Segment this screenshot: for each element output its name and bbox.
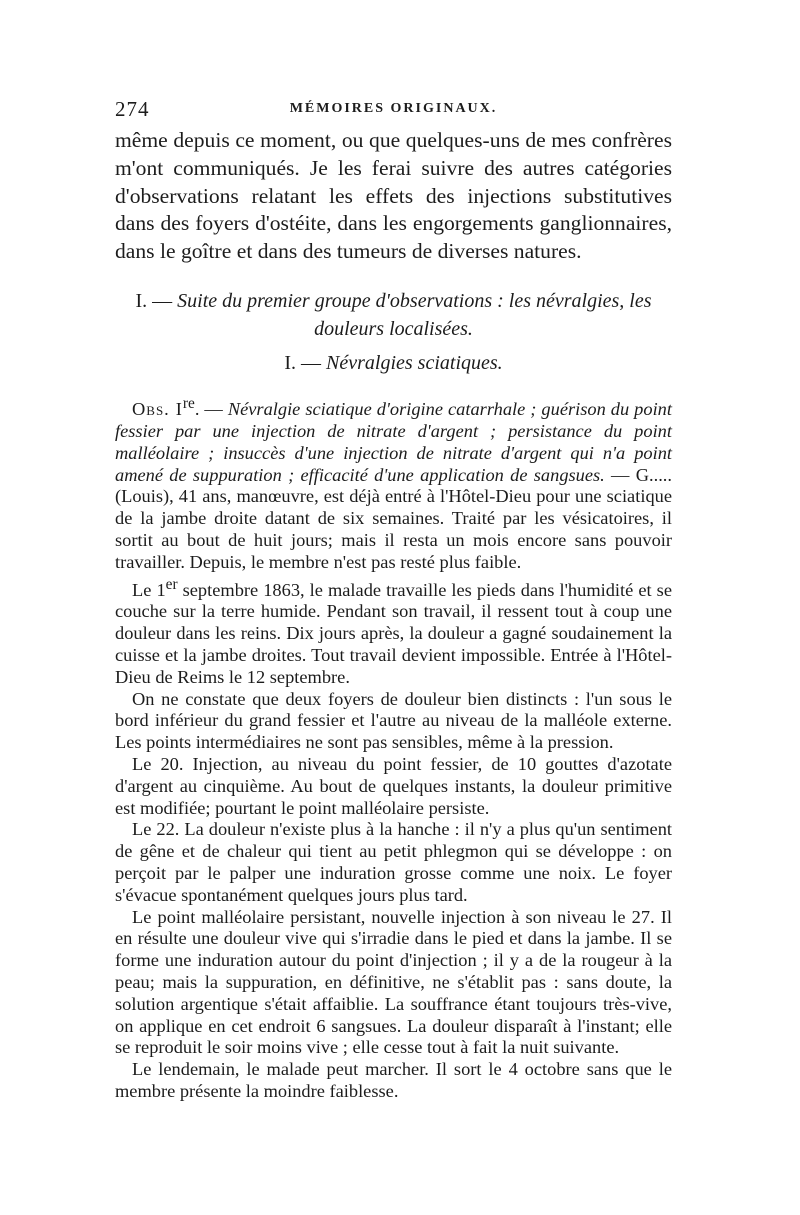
observation-title: Névralgie sciatique d'origine catarrhale ; guérison du point fessier par une injection de nitrate d'argent ; persistance du point malléolaire ; insuccès d'une injection de nitrate d'argent qui n'a point amené de suppuration ; efficacité d'une application de sangsues.: [115, 399, 672, 485]
observation-body: [115, 393, 672, 1103]
subsection-prefix: I. —: [284, 352, 327, 374]
running-head: MÉMOIRES ORIGINAUX.: [289, 101, 498, 116]
page-number: 274: [115, 97, 150, 121]
subsection-title: Névralgies sciatiques.: [326, 352, 503, 374]
observation-paragraph: Le lendemain, le malade peut marcher. Il sort le 4 octobre sans que le membre présente la moindre faiblesse.: [115, 1059, 672, 1101]
observation-intro-text: — G..... (Louis), 41 ans, manœuvre, est déjà entré à l'Hôtel-Dieu pour une sciatique de la jambe droite datant de six semaines. Traité par les vésicatoires, il sortit au bout de huit jours; mais il resta un mois encore sans pouvoir travailler. Depuis, le membre n'est pas resté plus faible.: [115, 464, 672, 572]
observation-paragraph: Le 20. Injection, au niveau du point fessier, de 10 gouttes d'azotate d'argent au cinquième. Au bout de quelques instants, la douleur primitive est modifiée; pourtant le point malléolaire persiste.: [115, 754, 672, 818]
observation-paragraph: [115, 393, 672, 574]
paragraph-text: septembre 1863, le malade travaille les pieds dans l'humidité et se couche sur la terre humide. Pendant son travail, il ressent tout à coup une douleur dans les reins. Dix jours après, la douleur a gagné soudainement la cuisse et la jambe droites. Tout travail devient impossible. Entrée à l'Hôtel-Dieu de Reims le 12 septembre.: [115, 579, 672, 687]
observation-paragraph: On ne constate que deux foyers de douleur bien distincts : l'un sous le bord inférieur du grand fessier et l'autre au niveau de la malléole externe. Les points intermédiaires ne sont pas sensibles, même à la pression.: [115, 688, 672, 753]
paragraph-date-start: Le 1: [132, 579, 166, 600]
intro-paragraph: même depuis ce moment, ou que quelques-uns de mes confrères m'ont communiqués. Je les ferai suivre des autres catégories d'observations relatant les effets des injections substitutives dans des foyers d'ostéite, dans les engorgements ganglionnaires, dans le goître et dans des tumeurs de diverses natures.: [115, 128, 672, 264]
observation-paragraph: [115, 574, 672, 689]
section-title: Suite du premier groupe d'observations : les névralgies, les douleurs localisées.: [177, 290, 652, 340]
observation-label: Obs. I: [132, 399, 183, 420]
observation-paragraph: Le point malléolaire persistant, nouvelle injection à son niveau le 27. Il en résulte une douleur vive qui s'irradie dans le pied et dans la jambe. Il se forme une induration autour du point d'injection ; il y a de la rougeur à la peau; mais la suppuration, en définitive, ne s'établit pas : sans doute, la solution argentique s'était affaiblie. La souffrance étant toujours très-vive, on applique en cet endroit 6 sangsues. La douleur disparaît à l'instant; elle se reproduit le soir moins vive ; elle cesse tout à fait la nuit suivante.: [115, 906, 672, 1058]
page-header: [115, 97, 672, 119]
section-prefix: I. —: [135, 290, 178, 312]
paragraph-date-sup: er: [165, 575, 178, 593]
observation-label-sup: re: [182, 395, 195, 412]
observation-paragraph: Le 22. La douleur n'existe plus à la hanche : il n'y a plus qu'un sentiment de gêne et de chaleur qui tient au petit phlegmon qui se développe : on perçoit par le palper une induration grosse comme une noix. Le foyer s'évacue spontanément quelques jours plus tard.: [115, 819, 672, 905]
subsection-heading: [115, 349, 672, 377]
observation-label-tail: . —: [194, 399, 228, 420]
section-heading: [115, 287, 672, 343]
